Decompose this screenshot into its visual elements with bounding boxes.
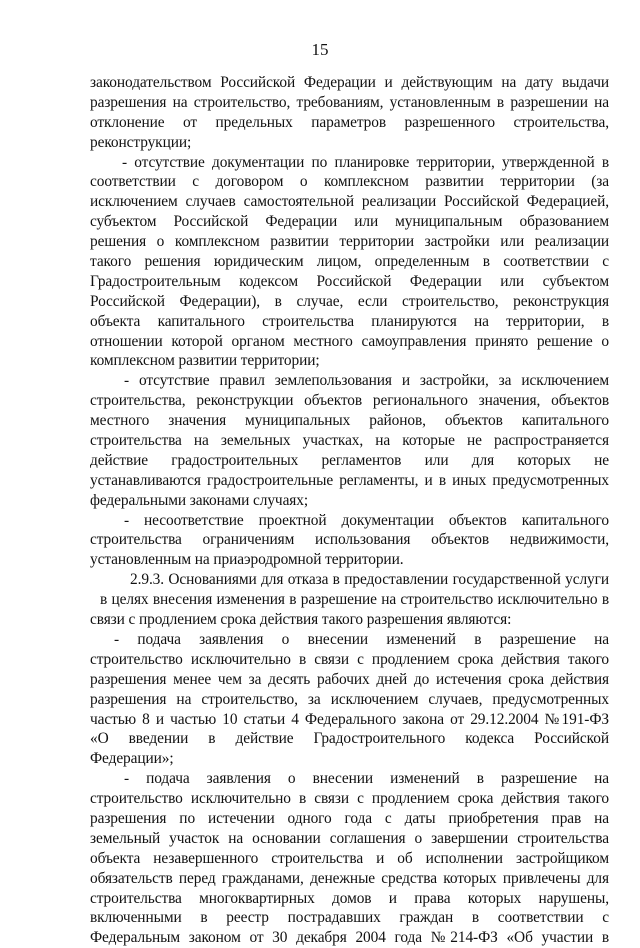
text-line: такого решения юридическим лицом, определенным в соответствии с xyxy=(90,253,609,271)
text-line: установленным на приаэродромной территории. xyxy=(90,551,404,569)
text-line: строительство исключительно в связи с продлением срока действия такого xyxy=(90,650,609,668)
text-line: местного значения муниципальных районов, объектов капитального xyxy=(90,412,609,430)
text-line: решения о комплексном развитии территории застройки или реализации xyxy=(90,233,609,251)
text-line: связи с продлением срока действия такого разрешения являются: xyxy=(90,611,512,629)
text-line: «О введении в действие Градостроительного кодекса Российской xyxy=(90,730,609,748)
text-line: разрешения менее чем за десять рабочих дней до истечения срока действия xyxy=(90,670,609,688)
text-line: действие градостроительных регламентов или для которых не xyxy=(90,451,609,469)
text-line: соответствии с договором о комплексном развитии территории (за xyxy=(90,173,609,191)
text-line: субъектом Российской Федерации или муниципальным образованием xyxy=(90,213,609,231)
text-line: объекта капитального строительства планируются на территории, в xyxy=(90,312,609,330)
text-line: разрешения по истечении одного года с даты приобретения прав на xyxy=(90,809,609,827)
text-line: Российской Федерации), в случае, если строительство, реконструкция xyxy=(90,292,609,310)
text-line: строительства на земельных участках, на которые не распространяется xyxy=(90,432,609,450)
text-line: Федерации»; xyxy=(90,750,174,768)
text-line: - отсутствие документации по планировке территории, утвержденной в xyxy=(122,153,609,171)
text-line: строительства, реконструкции объектов регионального значения, объектов xyxy=(90,392,609,410)
text-line: объекта незавершенного строительства и об исполнении застройщиком xyxy=(90,849,609,867)
text-line: - отсутствие правил землепользования и застройки, за исключением xyxy=(124,372,609,390)
text-line: Федеральным законом от 30 декабря 2004 года №214-ФЗ «Об участии в xyxy=(90,929,609,947)
text-line: разрешения на строительство, требованиям, установленным в разрешении на xyxy=(90,93,609,111)
text-line: отклонение от предельных параметров разрешенного строительства, xyxy=(90,113,609,131)
text-line: строительство исключительно в связи с продлением срока действия такого xyxy=(90,790,609,808)
text-line: Градостроительным кодексом Российской Федерации или субъектом xyxy=(90,272,609,290)
text-line: - подача заявления о внесении изменений в разрешение на xyxy=(124,770,609,788)
text-line: исключением случаев самостоятельной реализации Российской Федерацией, xyxy=(90,193,609,211)
text-line: обязательств перед гражданами, денежные средства которых привлечены для xyxy=(90,869,609,887)
text-line: земельный участок на основании соглашения о завершении строительства xyxy=(90,829,609,847)
text-line: - подача заявления о внесении изменений в разрешение на xyxy=(114,630,609,648)
text-line: 2.9.3. Основаниями для отказа в предоставлении государственной услуги xyxy=(130,571,609,589)
text-line: строительства ограничениям использования объектов недвижимости, xyxy=(90,531,609,549)
text-line: устанавливаются градостроительные регламенты, и в иных предусмотренных xyxy=(90,471,609,489)
text-line: частью 8 и частью 10 статьи 4 Федерального закона от 29.12.2004 №191-ФЗ xyxy=(90,710,609,728)
text-line: отношении которой органом местного самоуправления принято решение о xyxy=(90,332,609,350)
text-line: законодательством Российской Федерации и действующим на дату выдачи xyxy=(90,74,609,91)
text-line: комплексном развитии территории; xyxy=(90,352,320,370)
text-line: - несоответствие проектной документации объектов капитального xyxy=(124,511,609,529)
text-line: строительства многоквартирных домов и права которых нарушены, xyxy=(90,889,609,907)
text-line: в целях внесения изменения в разрешение на строительство исключительно в xyxy=(100,591,609,609)
text-line: разрешения на строительство, за исключением случаев, предусмотренных xyxy=(90,690,609,708)
text-line: включенными в реестр пострадавших граждан в соответствии с xyxy=(90,909,609,927)
page-number: 15 xyxy=(311,40,329,59)
text-line: федеральными законами случаях; xyxy=(90,491,309,509)
document-body xyxy=(90,73,609,948)
text-line: реконструкции; xyxy=(90,133,192,151)
